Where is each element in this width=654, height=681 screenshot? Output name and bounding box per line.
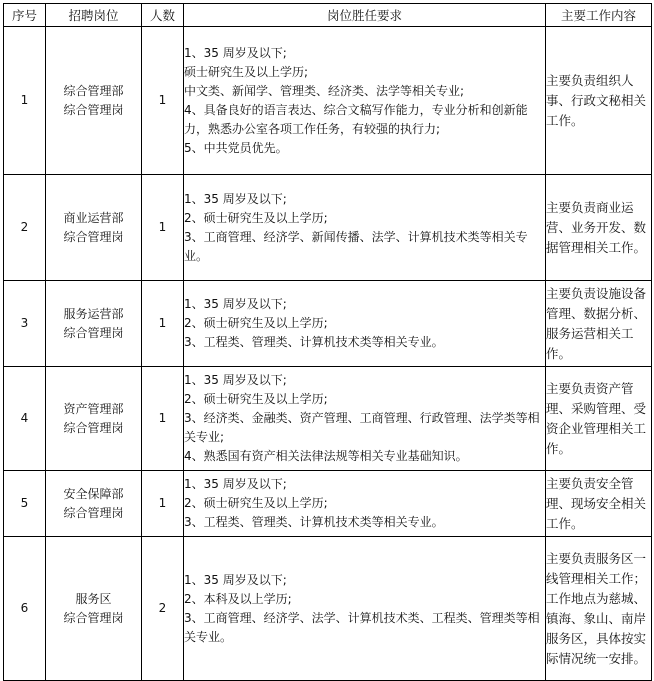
post-cell	[46, 471, 142, 537]
requirement-item: 3、工商管理、经济学、新闻传播、法学、计算机技术类等相关专业。	[184, 229, 528, 263]
requirement-item: 3、工程类、管理类、计算机技术类等相关专业。	[184, 335, 444, 349]
requirement-item: 1、35 周岁及以下;	[184, 297, 287, 311]
position-name: 综合管理岗	[63, 229, 124, 244]
duties-cell: 主要负责资产管理、采购管理、受资企业管理相关工作。	[546, 367, 652, 471]
requirements-cell	[184, 281, 546, 367]
requirement-item: 3、工商管理、经济学、法学、计算机技术类、工程类、管理类等相关专业。	[184, 610, 540, 644]
requirement-item: 5、中共党员优先。	[184, 140, 288, 155]
duties-cell: 主要负责组织人事、行政文秘相关工作。	[546, 27, 652, 175]
requirements-cell	[184, 367, 546, 471]
requirements-cell	[184, 175, 546, 281]
requirement-item: 3、工程类、管理类、计算机技术类等相关专业。	[184, 515, 444, 529]
headcount: 2	[142, 537, 184, 681]
requirement-item: 中文类、新闻学、管理类、经济类、法学等相关专业;	[184, 83, 465, 98]
position-name: 综合管理岗	[63, 505, 124, 520]
department-name: 安全保障部	[63, 486, 124, 501]
headcount: 1	[142, 471, 184, 537]
table-row	[4, 175, 652, 281]
header-no: 序号	[4, 4, 46, 27]
header-count: 人数	[142, 4, 184, 27]
row-number: 3	[4, 281, 46, 367]
position-name: 综合管理岗	[63, 102, 124, 117]
requirement-item: 2、硕士研究生及以上学历;	[184, 496, 328, 510]
requirement-item: 4、具备良好的语言表达、综合文稿写作能力，专业分析和创新能力，熟悉办公室各项工作任务，有较强的执行力;	[184, 102, 528, 136]
table-row	[4, 27, 652, 175]
position-name: 综合管理岗	[63, 610, 124, 625]
row-number: 4	[4, 367, 46, 471]
headcount: 1	[142, 175, 184, 281]
requirement-item: 2、硕士研究生及以上学历;	[184, 210, 328, 225]
department-name: 综合管理部	[63, 83, 124, 98]
header-requirements: 岗位胜任要求	[184, 4, 546, 27]
table-row	[4, 471, 652, 537]
requirement-item: 2、硕士研究生及以上学历;	[184, 392, 328, 406]
requirement-item: 硕士研究生及以上学历;	[184, 64, 309, 79]
position-name: 综合管理岗	[63, 325, 124, 340]
duties-cell: 主要负责设施设备管理、数据分析、服务运营相关工作。	[546, 281, 652, 367]
recruitment-table	[3, 3, 652, 681]
department-name: 服务区	[75, 591, 112, 606]
header-post: 招聘岗位	[46, 4, 142, 27]
requirement-item: 4、熟悉国有资产相关法律法规等相关专业基础知识。	[184, 449, 468, 463]
requirement-item: 2、本科及以上学历;	[184, 591, 292, 606]
header-duties: 主要工作内容	[546, 4, 652, 27]
post-cell	[46, 537, 142, 681]
requirements-cell	[184, 537, 546, 681]
row-number: 2	[4, 175, 46, 281]
table-row	[4, 281, 652, 367]
position-name: 综合管理岗	[63, 420, 124, 435]
department-name: 资产管理部	[63, 401, 124, 416]
department-name: 商业运营部	[63, 210, 124, 225]
table-row	[4, 367, 652, 471]
post-cell	[46, 27, 142, 175]
requirement-item: 3、经济类、金融类、资产管理、工商管理、行政管理、法学类等相关专业;	[184, 411, 540, 444]
row-number: 1	[4, 27, 46, 175]
requirement-item: 2、硕士研究生及以上学历;	[184, 316, 328, 330]
requirements-cell	[184, 471, 546, 537]
headcount: 1	[142, 27, 184, 175]
duties-cell: 主要负责商业运营、业务开发、数据管理相关工作。	[546, 175, 652, 281]
headcount: 1	[142, 281, 184, 367]
row-number: 6	[4, 537, 46, 681]
table-row	[4, 537, 652, 681]
row-number: 5	[4, 471, 46, 537]
requirement-item: 1、35 周岁及以下;	[184, 477, 287, 491]
requirement-item: 1、35 周岁及以下;	[184, 45, 287, 60]
table-header-row	[4, 4, 652, 27]
requirement-item: 1、35 周岁及以下;	[184, 373, 287, 387]
post-cell	[46, 367, 142, 471]
post-cell	[46, 281, 142, 367]
department-name: 服务运营部	[63, 306, 124, 321]
requirement-item: 1、35 周岁及以下;	[184, 572, 287, 587]
duties-cell: 主要负责安全管理、现场安全相关工作。	[546, 471, 652, 537]
requirements-cell	[184, 27, 546, 175]
requirement-item: 1、35 周岁及以下;	[184, 191, 287, 206]
duties-cell: 主要负责服务区一线管理相关工作；工作地点为慈城、镇海、象山、南岸服务区，具体按实际情况统一安排。	[546, 537, 652, 681]
post-cell	[46, 175, 142, 281]
headcount: 1	[142, 367, 184, 471]
